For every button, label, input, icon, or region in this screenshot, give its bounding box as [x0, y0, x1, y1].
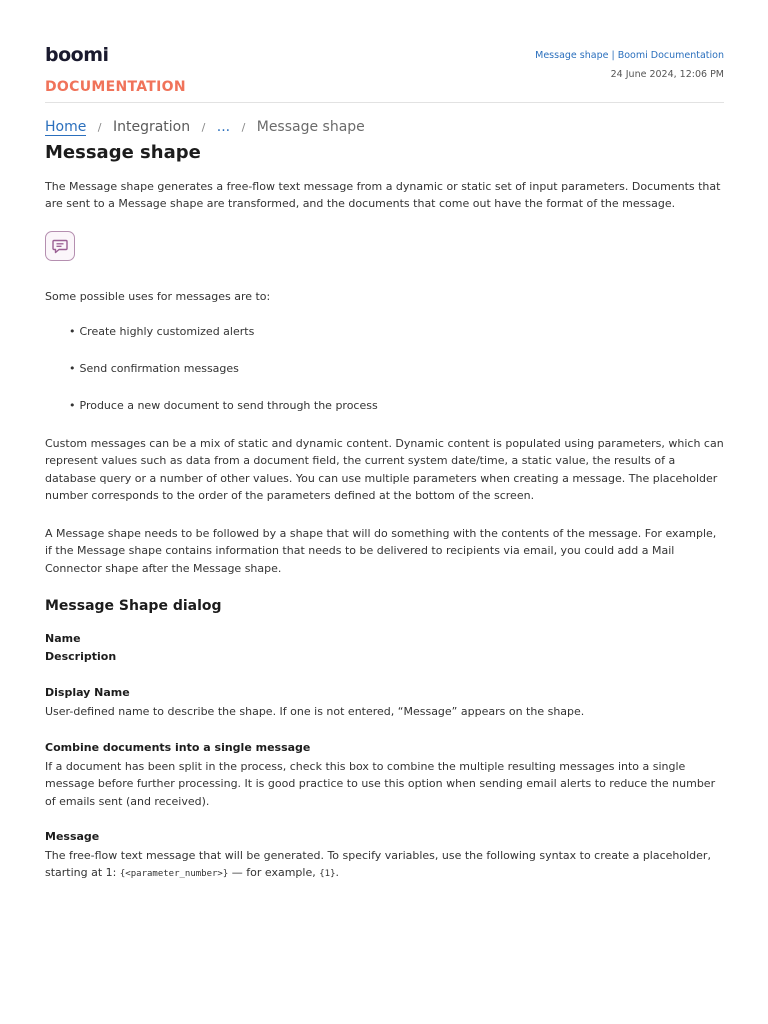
print-timestamp: 24 June 2024, 12:06 PM [610, 69, 724, 80]
breadcrumb-ellipsis[interactable]: ... [216, 119, 231, 135]
list-item [69, 325, 254, 338]
breadcrumb [45, 119, 365, 135]
uses-intro: Some possible uses for messages are to: [45, 290, 271, 303]
display-name-label: Display Name [45, 686, 130, 699]
example-code: {1} [319, 869, 336, 880]
list-item-text: Create highly customized alerts [79, 325, 255, 338]
bullet: • [69, 399, 76, 412]
breadcrumb-current: Message shape [256, 119, 365, 135]
boomi-logo[interactable]: boomi [45, 44, 109, 66]
list-item [69, 399, 378, 412]
message-desc-text: — for example, [228, 866, 320, 880]
message-desc-text: . [335, 866, 339, 880]
message-description [45, 847, 724, 884]
list-item-text: Send confirmation messages [79, 362, 239, 375]
breadcrumb-home[interactable]: Home [45, 119, 87, 135]
parameter-syntax-code: {<parameter_number>} [119, 869, 229, 880]
message-shape-icon [45, 231, 75, 261]
list-item [69, 362, 239, 375]
message-label: Message [45, 830, 100, 843]
breadcrumb-separator: / [97, 121, 102, 134]
description-label: Description [45, 650, 117, 663]
message-desc-text: The free-flow text message that will be generated. To specify variables, use the following syntax to create a placeholder, starting at 1: [45, 849, 711, 880]
bullet: • [69, 325, 76, 338]
breadcrumb-integration[interactable]: Integration [112, 119, 191, 135]
follow-shape-paragraph: A Message shape needs to be followed by a shape that will do something with the contents of the message. For example, if the Message shape contains information that needs to be delivered to recipients via email, you could add a Mail Connector shape after the Message shape. [45, 527, 717, 575]
documentation-label: DOCUMENTATION [45, 79, 186, 95]
name-label: Name [45, 632, 81, 645]
breadcrumb-separator: / [201, 121, 206, 134]
page-title: Message shape [45, 142, 201, 163]
display-name-description: User-defined name to describe the shape. If one is not entered, “Message” appears on the shape. [45, 705, 585, 718]
page-title-link[interactable]: Message shape | Boomi Documentation [535, 50, 724, 61]
intro-paragraph: The Message shape generates a free-flow text message from a dynamic or static set of input parameters. Documents that are sent to a Message shape are transformed, and the documents that come out have the format of the message. [45, 180, 721, 211]
custom-messages-paragraph: Custom messages can be a mix of static and dynamic content. Dynamic content is populated using parameters, which can represent values such as data from a document field, the current system date/time, a static value, the results of a database query or a number of other values. You can use multiple parameters when creating a message. The placeholder number corresponds to the order of the parameters defined at the bottom of the screen. [45, 437, 724, 502]
list-item-text: Produce a new document to send through the process [79, 399, 378, 412]
breadcrumb-separator: / [241, 121, 246, 134]
page [45, 0, 724, 880]
combine-documents-description: If a document has been split in the process, check this box to combine the multiple resulting messages into a single message before further processing. It is good practice to use this option when sending email alerts to reduce the number of emails sent (and received). [45, 760, 716, 808]
page-header [45, 0, 724, 103]
combine-documents-label: Combine documents into a single message [45, 741, 311, 754]
bullet: • [69, 362, 76, 375]
dialog-heading: Message Shape dialog [45, 598, 222, 614]
